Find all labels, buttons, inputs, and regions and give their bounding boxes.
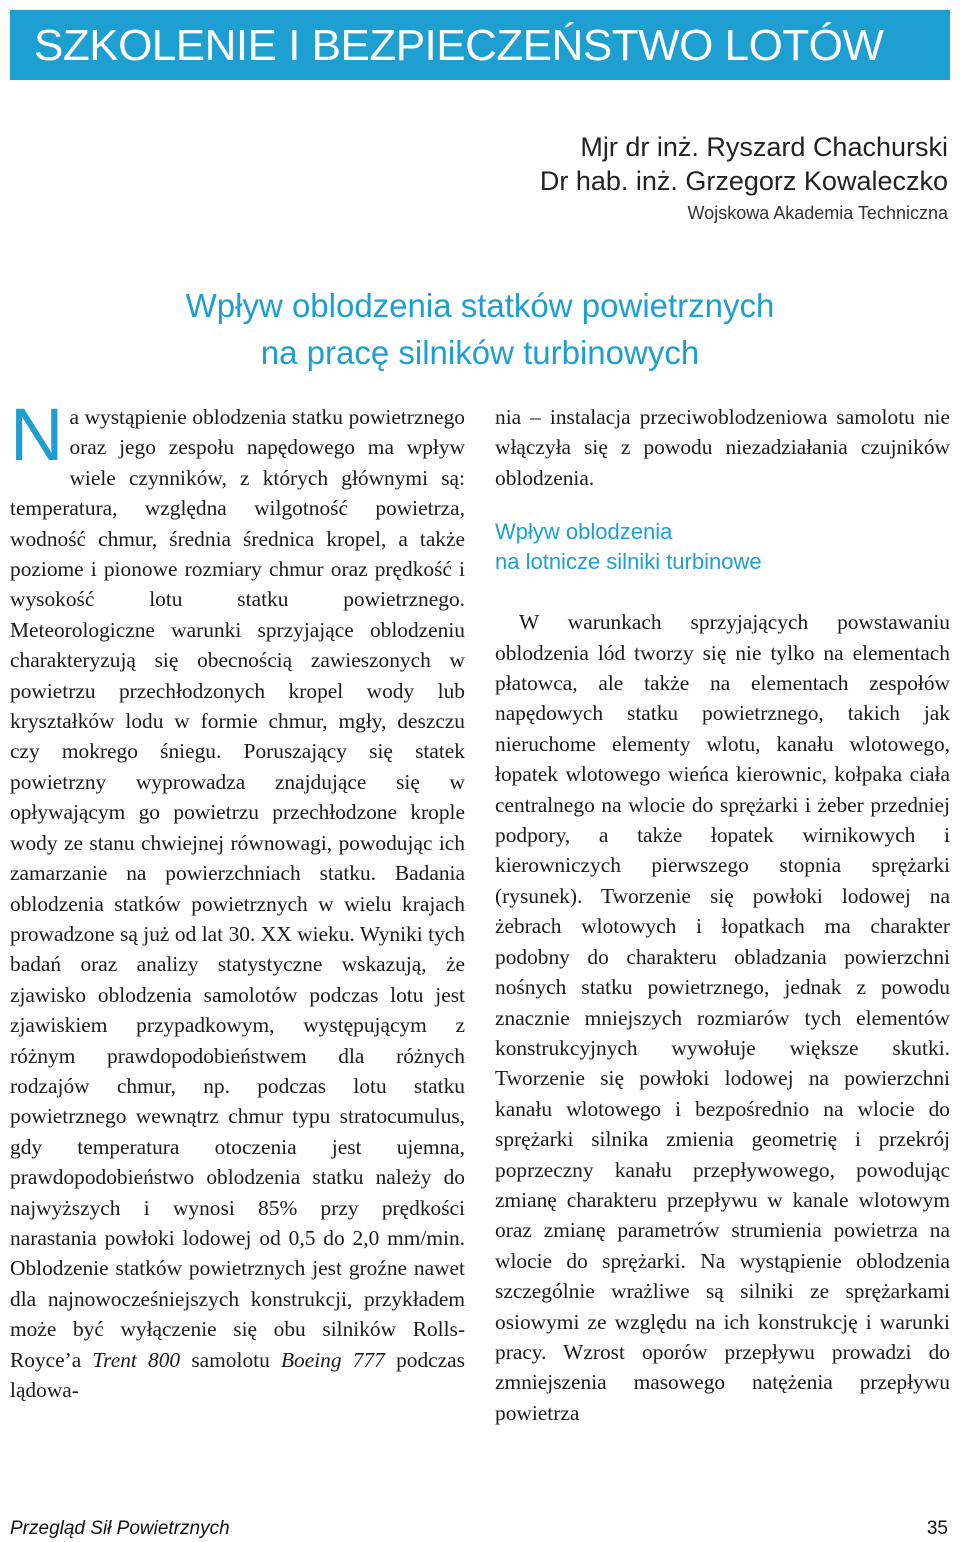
left-body-end: podczas lądowa- [10, 1347, 465, 1402]
author-1: Mjr dr inż. Ryszard Chachurski [580, 132, 948, 162]
article-title-line-2: na pracę silników turbinowych [260, 334, 700, 371]
left-column [10, 393, 465, 1405]
right-body-paragraph: W warunkach sprzyjających powstawaniu oblodzenia lód tworzy się nie tylko na elementach płatowca, ale także na elementach zespołów napędowych statku powietrznego, takich jak nieruchome elementy wlotu, kanału wlotowego, łopatek wlotowego wieńca kierownic, kołpaka ciała centralnego na wlocie do sprężarki i żeber przedniej podpory, a także łopatek wirnikowych i kierowniczych pierwszego stopnia sprężarki (rysunek). Tworzenie się powłoki lodowej na żebrach wlotowych i łopatkach ma charakter podobny do charakteru obladzania powierzchni nośnych statku powietrznego, jednak z powodu znacznie mniejszych rozmiarów tych elementów konstrukcyjnych wywołuje większe skutki. Tworzenie się powłoki lodowej na powierzchni kanału wlotowego i bezpośrednio na wlocie do sprężarki silnika zmienia geometrię i przekrój poprzeczny kanału przepływowego, powodując zmianę charakteru przepływu w kanale wlotowym oraz zmianę parametrów strumienia powietrza na wlocie do sprężarki. Na wystąpienie oblodzenia szczególnie wrażliwe są silniki ze sprężarkami osiowymi ze względu na ich konstrukcję i warunki pracy. Wzrost oporów przepływu prowadzi do zmniejszenia masowego natężenia przepływu powietrza [495, 610, 950, 1425]
engine-name: Trent 800 [92, 1347, 181, 1372]
section-title: SZKOLENIE I BEZPIECZEŃSTWO LOTÓW [34, 21, 884, 70]
right-intro-paragraph: nia – instalacja przeciwoblodzeniowa samolotu nie włączyła się z powodu niezadziałania czujników oblodzenia. [495, 405, 950, 490]
page-number: 35 [926, 1518, 948, 1539]
section-banner [10, 10, 950, 80]
section-heading-line-1: Wpływ oblodzenia [495, 519, 673, 545]
left-body-text: a wystąpienie oblodzenia statku powietrznego oraz jego zespołu napędowego ma wpływ wiele czynników, z których głównymi są: temperatura, względna wilgotność powietrza, wodność chmur, średnia średnica kropel, a także poziome i pionowe rozmiary chmur oraz prędkość i wysokość lotu statku powietrznego. Meteorologiczne warunki sprzyjające oblodzeniu charakteryzują się obecnością zawieszonych w powietrzu przechłodzonych kropel wody lub kryształków lodu w formie chmur, mgły, deszczu czy mokrego śniegu. Poruszający się statek powietrzny wyprowadza znajdujące się w opływającym go powietrzu przechłodzone krople wody ze stanu chwiejnej równowagi, powodując ich zamarzanie na powierzchniach statku. Badania oblodzenia statków powietrznych w wielu krajach prowadzone są już od lat 30. XX wieku. Wyniki tych badań oraz analizy statystyczne wskazują, że zjawisko oblodzenia samolotów podczas lotu jest zjawiskiem przypadkowym, występującym z różnym prawdopodobieństwem dla różnych rodzajów chmur, np. podczas lotu statku powietrznego wewnątrz chmur typu stratocumulus, gdy temperatura otoczenia jest ujemna, prawdopodobieństwo oblodzenia statku należy do najwyższych i wynosi 85% przy prędkości narastania powłoki lodowej od 0,5 do 2,0 mm/min. Oblodzenie statków powietrznych jest groźne nawet dla najnowocześniejszych konstrukcji, przykładem może być wyłączenie się obu silników Rolls-Royce’a [10, 405, 465, 1372]
article-title [0, 282, 960, 376]
drop-cap: N [10, 393, 64, 476]
left-paragraph [10, 393, 465, 1405]
author-2: Dr hab. inż. Grzegorz Kowaleczko [539, 166, 948, 196]
author-block [540, 130, 948, 228]
right-column [495, 402, 950, 1428]
aircraft-name: Boeing 777 [280, 1347, 385, 1372]
magazine-name: Przegląd Sił Powietrznych [10, 1518, 230, 1539]
article-title-line-1: Wpływ oblodzenia statków powietrznych [185, 287, 775, 324]
affiliation: Wojskowa Akademia Techniczna [687, 203, 948, 223]
left-body-mid: samolotu [191, 1347, 270, 1372]
section-heading [495, 517, 950, 577]
section-heading-line-2: na lotnicze silniki turbinowe [495, 549, 762, 575]
